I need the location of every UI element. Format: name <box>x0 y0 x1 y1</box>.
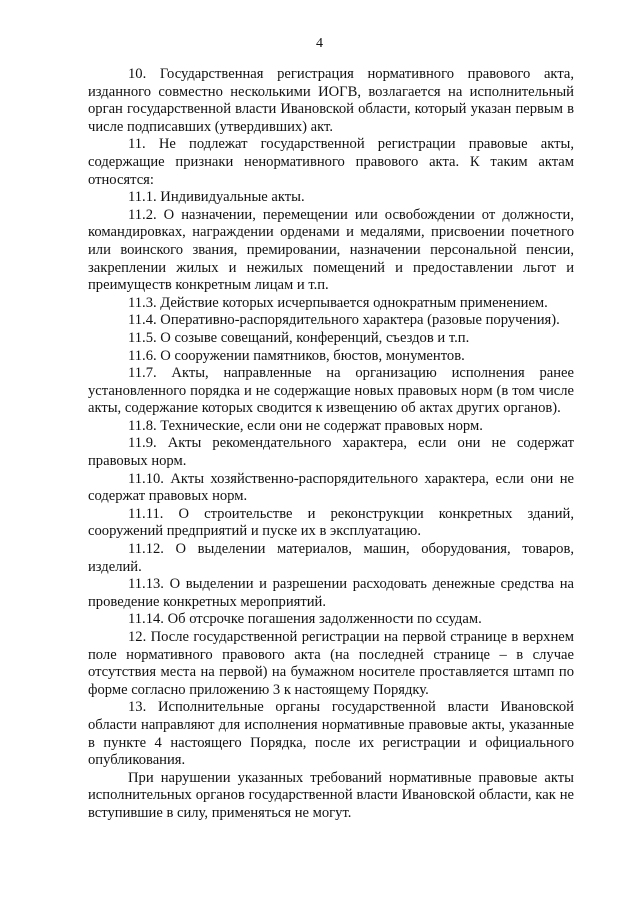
paragraph-11-5: 11.5. О созыве совещаний, конференций, съездов и т.п. <box>128 329 470 346</box>
paragraph-11-4: 11.4. Оперативно-распорядительного характера (разовые поручения). <box>128 312 560 329</box>
paragraph-11-8: 11.8. Технические, если они не содержат правовых норм. <box>128 417 483 434</box>
paragraph-12: 12. После государственной регистрации на первой странице в верхнем поле нормативного правового акта (на последней странице – в случае отсутствия места на первой) на бумажном носителе проставляется штамп по форме согласно приложению 3 к настоящему Порядку. <box>88 629 574 698</box>
paragraph-11-2: 11.2. О назначении, перемещении или освобождении от должности, командировках, награждении орденами и медалями, присвоении почетного или воинского звания, премировании, назначении персональной пенсии, закреплении жилых и нежилых помещений и предоставлении льгот и преимуществ конкретным лицам и т.п. <box>88 206 574 294</box>
paragraph-11-11: 11.11. О строительстве и реконструкции конкретных зданий, сооружений предприятий и пуске их в эксплуатацию. <box>88 505 574 540</box>
paragraph-11-14: 11.14. Об отсрочке погашения задолженности по ссудам. <box>128 611 482 628</box>
paragraph-11-13: 11.13. О выделении и разрешении расходовать денежные средства на проведение конкретных мероприятий. <box>88 576 574 610</box>
paragraph-13: 13. Исполнительные органы государственной власти Ивановской области направляют для исполнения нормативные правовые акты, указанные в пункте 4 настоящего Порядка, после их регистрации и официального опубликования. <box>88 699 574 769</box>
closing-paragraph: При нарушении указанных требований нормативные правовые акты исполнительных органов государственной власти Ивановской области, как не вступившие в силу, применяться не могут. <box>88 769 574 821</box>
document-body <box>88 66 574 823</box>
paragraph-10: 10. Государственная регистрация нормативного правового акта, изданного совместно несколькими ИОГВ, возлагается на исполнительный орган государственной власти Ивановской области, который указан первым в числе подписавших (утвердивших) акт. <box>88 66 574 135</box>
paragraph-11-7: 11.7. Акты, направленные на организацию исполнения ранее установленного порядка и не содержащие новых правовых норм (в том числе акты, содержание которых сводится к извещению об актах других органов). <box>88 365 574 417</box>
paragraph-11: 11. Не подлежат государственной регистрации правовые акты, содержащие признаки ненормативного правового акта. К таким актам относятся: <box>88 136 574 188</box>
paragraph-11-6: 11.6. О сооружении памятников, бюстов, монументов. <box>128 347 465 364</box>
paragraph-11-1: 11.1. Индивидуальные акты. <box>128 189 305 206</box>
paragraph-11-3: 11.3. Действие которых исчерпывается однократным применением. <box>128 294 548 311</box>
paragraph-11-10: 11.10. Акты хозяйственно-распорядительного характера, если они не содержат правовых норм. <box>88 470 574 505</box>
paragraph-11-12: 11.12. О выделении материалов, машин, оборудования, товаров, изделий. <box>88 541 574 575</box>
page-number: 4 <box>316 36 323 51</box>
paragraph-11-9: 11.9. Акты рекомендательного характера, если они не содержат правовых норм. <box>88 435 574 470</box>
